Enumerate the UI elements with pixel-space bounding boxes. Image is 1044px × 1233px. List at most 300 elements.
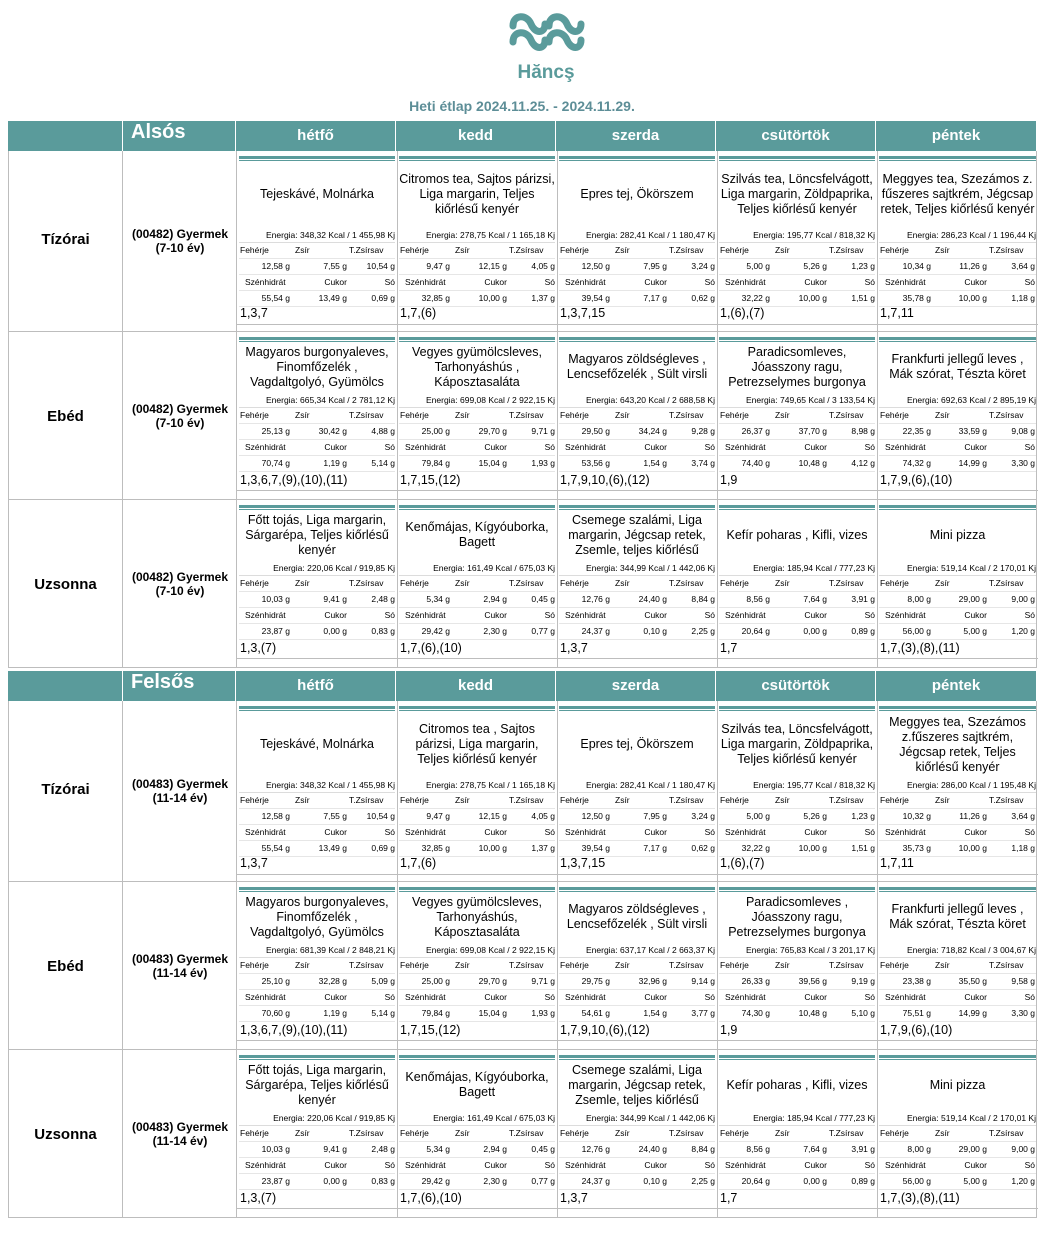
sugar-value: 1,19 g [323, 458, 347, 468]
protein-value: 8,00 g [907, 1144, 931, 1154]
nutrition-row [239, 608, 395, 624]
carb-label: Szénhidrát [885, 277, 926, 287]
nutrition-row [239, 1006, 395, 1022]
nutrition-row [879, 291, 1036, 307]
sat-fat-label: T.Zsírsav [349, 1128, 384, 1138]
nutrition-row [239, 1142, 395, 1158]
nutrition-row [879, 1174, 1036, 1190]
day-cell [397, 332, 557, 499]
carb-value: 74,30 g [741, 1008, 770, 1018]
sugar-label: Cukor [964, 1160, 987, 1170]
protein-value: 10,34 g [902, 261, 931, 271]
fat-label: Zsír [455, 245, 470, 255]
day-header: szerda [556, 671, 716, 701]
nutrition-row [719, 275, 875, 291]
nutrition-row [239, 825, 395, 841]
salt-value: 3,77 g [691, 1008, 715, 1018]
nutrition-row [239, 1174, 395, 1190]
allergen-codes: 1,7,(6) [400, 856, 437, 870]
fat-label: Zsír [935, 960, 950, 970]
meal-row [8, 882, 1037, 1050]
day-cell [717, 1050, 877, 1217]
column-divider [397, 701, 398, 881]
salt-label: Só [544, 610, 555, 620]
allergen-codes: 1,7,9,(6),(10) [880, 1023, 953, 1037]
sat-fat-label: T.Zsírsav [829, 1128, 864, 1138]
day-cell [397, 882, 557, 1049]
column-divider [122, 882, 123, 1049]
cell-baseline [557, 658, 717, 659]
protein-label: Fehérje [720, 1128, 749, 1138]
cell-baseline [717, 658, 877, 659]
day-cell [557, 1050, 717, 1217]
sat-fat-value: 9,28 g [691, 426, 715, 436]
day-header: csütörtök [716, 671, 876, 701]
nutrition-row [719, 424, 875, 440]
sat-fat-value: 8,84 g [691, 1144, 715, 1154]
salt-value: 5,14 g [371, 1008, 395, 1018]
cell-baseline [717, 874, 877, 875]
nutrition-row [239, 243, 395, 259]
cell-baseline [717, 324, 877, 325]
nutrition-row [239, 990, 395, 1006]
allergen-codes: 1,3,6,7,(9),(10),(11) [240, 1023, 348, 1037]
salt-label: Só [544, 827, 555, 837]
salt-value: 3,74 g [691, 458, 715, 468]
sugar-value: 15,04 g [478, 1008, 507, 1018]
fat-label: Zsír [775, 578, 790, 588]
nutrition-row [239, 259, 395, 275]
energy-value: Energia: 692,63 Kcal / 2 895,19 Kj [879, 395, 1036, 408]
carb-value: 29,42 g [421, 626, 450, 636]
sugar-label: Cukor [324, 610, 347, 620]
nutrition-row [719, 456, 875, 472]
sugar-value: 10,00 g [478, 293, 507, 303]
column-divider [877, 1050, 878, 1217]
nutrition-row [559, 825, 715, 841]
salt-label: Só [1024, 277, 1035, 287]
cell-baseline [717, 1208, 877, 1209]
accent-bar [559, 887, 715, 890]
carb-label: Szénhidrát [405, 1160, 446, 1170]
sugar-label: Cukor [804, 610, 827, 620]
sat-fat-value: 9,00 g [1011, 1144, 1035, 1154]
energy-value: Energia: 344,99 Kcal / 1 442,06 Kj [559, 1113, 715, 1126]
nutrition-row [399, 592, 555, 608]
carb-label: Szénhidrát [245, 992, 286, 1002]
sat-fat-label: T.Zsírsav [509, 578, 544, 588]
salt-label: Só [384, 992, 395, 1002]
protein-value: 25,13 g [261, 426, 290, 436]
nutrition-row [399, 1174, 555, 1190]
carb-value: 23,87 g [261, 1176, 290, 1186]
carb-value: 39,54 g [581, 843, 610, 853]
salt-value: 0,89 g [851, 1176, 875, 1186]
salt-value: 1,18 g [1011, 843, 1035, 853]
energy-value: Energia: 185,94 Kcal / 777,23 Kj [719, 563, 875, 576]
nutrition-row [559, 1142, 715, 1158]
menu-text: Csemege szalámi, Liga margarin, Jégcsap retek, Zsemle, teljes kiőrlésű [568, 512, 706, 557]
sat-fat-label: T.Zsírsav [349, 410, 384, 420]
sugar-value: 0,00 g [803, 1176, 827, 1186]
day-header: csütörtök [716, 121, 876, 151]
nutrition-row [879, 424, 1036, 440]
salt-value: 5,14 g [371, 458, 395, 468]
nutrition-row [719, 825, 875, 841]
cell-baseline [237, 658, 397, 659]
meal-row [8, 332, 1037, 500]
fat-label: Zsír [775, 795, 790, 805]
sat-fat-value: 3,91 g [851, 594, 875, 604]
sugar-label: Cukor [644, 610, 667, 620]
day-cell [397, 151, 557, 331]
carb-label: Szénhidrát [885, 827, 926, 837]
brand-logo [505, 8, 587, 88]
nutrition-row [879, 990, 1036, 1006]
column-divider [122, 701, 123, 881]
sat-fat-label: T.Zsírsav [349, 578, 384, 588]
sat-fat-label: T.Zsírsav [669, 578, 704, 588]
fat-value: 2,94 g [483, 1144, 507, 1154]
carb-label: Szénhidrát [725, 610, 766, 620]
sat-fat-label: T.Zsírsav [669, 245, 704, 255]
carb-value: 20,64 g [741, 1176, 770, 1186]
meal-row [8, 151, 1037, 332]
sugar-value: 0,00 g [803, 626, 827, 636]
fat-label: Zsír [615, 245, 630, 255]
nutrition-row [239, 291, 395, 307]
carb-value: 79,84 g [421, 1008, 450, 1018]
day-cell [237, 701, 397, 881]
nutrition-row [399, 809, 555, 825]
sat-fat-value: 10,54 g [366, 261, 395, 271]
nutrition-row [239, 408, 395, 424]
column-divider [557, 882, 558, 1049]
sat-fat-label: T.Zsírsav [509, 795, 544, 805]
nutrition-row [399, 1006, 555, 1022]
column-divider [877, 151, 878, 331]
cell-baseline [397, 1040, 557, 1041]
day-cell [397, 1050, 557, 1217]
menu-text: Paradicsomleves , Jóasszony ragu, Petrezselymes burgonya [728, 894, 866, 939]
day-cell [237, 882, 397, 1049]
sat-fat-label: T.Zsírsav [989, 578, 1024, 588]
allergen-codes: 1,7,11 [880, 306, 914, 320]
sugar-value: 2,30 g [483, 1176, 507, 1186]
meal-name: Tízórai [41, 781, 90, 798]
sat-fat-value: 0,45 g [531, 1144, 555, 1154]
sat-fat-label: T.Zsírsav [669, 960, 704, 970]
day-header: szerda [556, 121, 716, 151]
sat-fat-value: 4,88 g [371, 426, 395, 436]
age-group: (00483) Gyermek (11-14 év) [131, 1120, 229, 1148]
cell-baseline [397, 324, 557, 325]
menu-period-title: Heti étlap 2024.11.25. - 2024.11.29. [409, 98, 635, 114]
column-divider [397, 1050, 398, 1217]
nutrition-row [719, 1174, 875, 1190]
sat-fat-label: T.Zsírsav [509, 1128, 544, 1138]
day-cell [717, 701, 877, 881]
sugar-value: 0,00 g [323, 1176, 347, 1186]
column-divider [397, 500, 398, 667]
nutrition-row [399, 608, 555, 624]
nutrition-row [879, 809, 1036, 825]
protein-label: Fehérje [560, 410, 589, 420]
energy-value: Energia: 637,17 Kcal / 2 663,37 Kj [559, 945, 715, 958]
protein-value: 29,75 g [581, 976, 610, 986]
protein-label: Fehérje [240, 578, 269, 588]
carb-label: Szénhidrát [405, 277, 446, 287]
menu-text: Epres tej, Ökörszem [580, 187, 694, 201]
carb-value: 29,42 g [421, 1176, 450, 1186]
energy-value: Energia: 344,99 Kcal / 1 442,06 Kj [559, 563, 715, 576]
column-divider [122, 1050, 123, 1217]
allergen-codes: 1,3,(7) [240, 641, 277, 655]
salt-label: Só [1024, 442, 1035, 452]
sugar-label: Cukor [484, 827, 507, 837]
nutrition-row [719, 1158, 875, 1174]
carb-label: Szénhidrát [725, 277, 766, 287]
fat-value: 11,26 g [959, 261, 987, 271]
sugar-label: Cukor [644, 1160, 667, 1170]
carb-value: 75,51 g [902, 1008, 931, 1018]
protein-value: 8,00 g [907, 594, 931, 604]
age-group: (00482) Gyermek (7-10 év) [131, 402, 229, 430]
nutrition-row [879, 275, 1036, 291]
meal-name: Uzsonna [34, 576, 97, 593]
day-cell [717, 332, 877, 499]
day-header: kedd [396, 671, 556, 701]
accent-bar [399, 337, 555, 340]
protein-value: 12,50 g [581, 811, 610, 821]
day-header: hétfő [236, 121, 396, 151]
nutrition-row [879, 576, 1036, 592]
day-cell [557, 332, 717, 499]
protein-label: Fehérje [720, 245, 749, 255]
column-divider [877, 332, 878, 499]
nutrition-row [719, 592, 875, 608]
fat-label: Zsír [775, 1128, 790, 1138]
cell-baseline [877, 490, 1038, 491]
fat-value: 9,41 g [323, 594, 347, 604]
column-divider [122, 151, 123, 331]
carb-value: 32,85 g [421, 843, 450, 853]
energy-value: Energia: 699,08 Kcal / 2 922,15 Kj [399, 395, 555, 408]
sugar-value: 1,54 g [643, 1008, 667, 1018]
day-header: hétfő [236, 671, 396, 701]
column-divider [397, 332, 398, 499]
salt-value: 0,62 g [691, 843, 715, 853]
accent-bar [239, 156, 395, 159]
day-cell [557, 500, 717, 667]
protein-value: 5,34 g [426, 594, 450, 604]
sugar-value: 0,00 g [323, 626, 347, 636]
salt-value: 1,20 g [1011, 626, 1035, 636]
fat-value: 5,26 g [803, 261, 827, 271]
carb-value: 74,40 g [741, 458, 770, 468]
energy-value: Energia: 220,06 Kcal / 919,85 Kj [239, 1113, 395, 1126]
nutrition-row [879, 243, 1036, 259]
day-cell [237, 1050, 397, 1217]
accent-bar [879, 156, 1036, 159]
carb-value: 79,84 g [421, 458, 450, 468]
accent-bar [399, 706, 555, 709]
carb-value: 56,00 g [902, 1176, 931, 1186]
protein-label: Fehérje [400, 578, 429, 588]
nutrition-row [239, 958, 395, 974]
sat-fat-label: T.Zsírsav [989, 795, 1024, 805]
protein-value: 29,50 g [581, 426, 610, 436]
fat-value: 39,56 g [798, 976, 827, 986]
protein-value: 5,00 g [746, 811, 770, 821]
fat-value: 29,70 g [478, 426, 507, 436]
sugar-label: Cukor [484, 992, 507, 1002]
energy-value: Energia: 519,14 Kcal / 2 170,01 Kj [879, 563, 1036, 576]
nutrition-row [559, 793, 715, 809]
nutrition-row [719, 809, 875, 825]
section-title: Felsős [123, 671, 236, 701]
salt-value: 2,25 g [691, 626, 715, 636]
protein-label: Fehérje [560, 1128, 589, 1138]
protein-label: Fehérje [240, 1128, 269, 1138]
allergen-codes: 1,3,7,15 [560, 856, 606, 870]
nutrition-row [559, 576, 715, 592]
accent-bar [879, 1055, 1036, 1058]
allergen-codes: 1,9 [720, 1023, 738, 1037]
fat-label: Zsír [615, 795, 630, 805]
salt-value: 3,30 g [1011, 1008, 1035, 1018]
protein-value: 8,56 g [746, 594, 770, 604]
energy-value: Energia: 282,41 Kcal / 1 180,47 Kj [559, 780, 715, 793]
sugar-value: 10,00 g [798, 293, 827, 303]
nutrition-row [239, 974, 395, 990]
nutrition-row [239, 809, 395, 825]
nutrition-row [399, 841, 555, 857]
accent-line [559, 160, 715, 161]
fat-value: 7,95 g [643, 811, 667, 821]
protein-label: Fehérje [400, 795, 429, 805]
energy-value: Energia: 348,32 Kcal / 1 455,98 Kj [239, 780, 395, 793]
protein-label: Fehérje [400, 1128, 429, 1138]
fat-label: Zsír [775, 410, 790, 420]
column-divider [557, 151, 558, 331]
menu-text: Citromos tea , Sajtos párizsi, Liga margarin, Teljes kiőrlésű kenyér [415, 722, 539, 766]
protein-label: Fehérje [720, 795, 749, 805]
fat-value: 34,24 g [638, 426, 667, 436]
fat-value: 7,55 g [323, 261, 347, 271]
cell-baseline [877, 324, 1038, 325]
sugar-label: Cukor [324, 992, 347, 1002]
day-cell [717, 151, 877, 331]
fat-value: 11,26 g [959, 811, 987, 821]
cell-baseline [397, 490, 557, 491]
fat-label: Zsír [295, 410, 310, 420]
allergen-codes: 1,3,(7) [240, 1191, 277, 1205]
nutrition-row [559, 592, 715, 608]
nutrition-row [559, 1006, 715, 1022]
protein-label: Fehérje [880, 578, 909, 588]
column-divider [717, 701, 718, 881]
fat-label: Zsír [615, 578, 630, 588]
sat-fat-value: 2,48 g [371, 1144, 395, 1154]
carb-value: 55,54 g [261, 293, 290, 303]
fat-label: Zsír [455, 410, 470, 420]
nutrition-row [239, 1158, 395, 1174]
fat-label: Zsír [295, 1128, 310, 1138]
age-group: (00483) Gyermek (11-14 év) [131, 952, 229, 980]
fat-value: 7,95 g [643, 261, 667, 271]
sat-fat-label: T.Zsírsav [989, 245, 1024, 255]
column-divider [557, 1050, 558, 1217]
salt-label: Só [864, 277, 875, 287]
day-cell [877, 882, 1038, 1049]
nutrition-row [399, 424, 555, 440]
salt-label: Só [864, 827, 875, 837]
sugar-label: Cukor [644, 827, 667, 837]
carb-label: Szénhidrát [245, 827, 286, 837]
cell-baseline [237, 490, 397, 491]
fat-value: 30,42 g [318, 426, 347, 436]
day-cell [237, 332, 397, 499]
menu-text: Kenőmájas, Kígyóuborka, Bagett [405, 520, 549, 549]
salt-label: Só [864, 1160, 875, 1170]
menu-text: Meggyes tea, Szezámos z. fűszeres sajtkrém, Jégcsap retek, Teljes kiőrlésű kenyér [880, 172, 1035, 216]
sugar-label: Cukor [804, 827, 827, 837]
energy-value: Energia: 348,32 Kcal / 1 455,98 Kj [239, 230, 395, 243]
sat-fat-label: T.Zsírsav [829, 960, 864, 970]
nutrition-row [239, 456, 395, 472]
menu-text: Kefír poharas , Kifli, vizes [726, 527, 868, 542]
protein-label: Fehérje [240, 245, 269, 255]
protein-value: 12,76 g [581, 594, 610, 604]
nutrition-row [399, 456, 555, 472]
sugar-value: 10,00 g [958, 293, 987, 303]
column-divider [122, 332, 123, 499]
day-cell [557, 151, 717, 331]
accent-bar [559, 156, 715, 159]
salt-label: Só [704, 1160, 715, 1170]
sugar-label: Cukor [644, 277, 667, 287]
salt-label: Só [384, 827, 395, 837]
protein-label: Fehérje [880, 1128, 909, 1138]
cell-baseline [237, 1208, 397, 1209]
meal-name: Tízórai [41, 231, 90, 248]
nutrition-row [879, 1142, 1036, 1158]
menu-text: Epres tej, Ökörszem [580, 737, 694, 751]
fat-value: 37,70 g [798, 426, 827, 436]
energy-value: Energia: 278,75 Kcal / 1 165,18 Kj [399, 230, 555, 243]
salt-value: 1,51 g [851, 293, 875, 303]
energy-value: Energia: 286,23 Kcal / 1 196,44 Kj [879, 230, 1036, 243]
accent-line [719, 160, 875, 161]
nutrition-row [719, 243, 875, 259]
fat-label: Zsír [775, 245, 790, 255]
sugar-label: Cukor [484, 610, 507, 620]
sugar-value: 7,17 g [643, 843, 667, 853]
fat-value: 7,64 g [803, 1144, 827, 1154]
energy-value: Energia: 765,83 Kcal / 3 201,17 Kj [719, 945, 875, 958]
day-cell [717, 882, 877, 1049]
sugar-label: Cukor [324, 1160, 347, 1170]
sugar-value: 2,30 g [483, 626, 507, 636]
carb-label: Szénhidrát [245, 442, 286, 452]
salt-label: Só [384, 1160, 395, 1170]
cell-baseline [557, 490, 717, 491]
sugar-value: 1,19 g [323, 1008, 347, 1018]
nutrition-row [399, 259, 555, 275]
nutrition-row [399, 974, 555, 990]
carb-label: Szénhidrát [245, 1160, 286, 1170]
